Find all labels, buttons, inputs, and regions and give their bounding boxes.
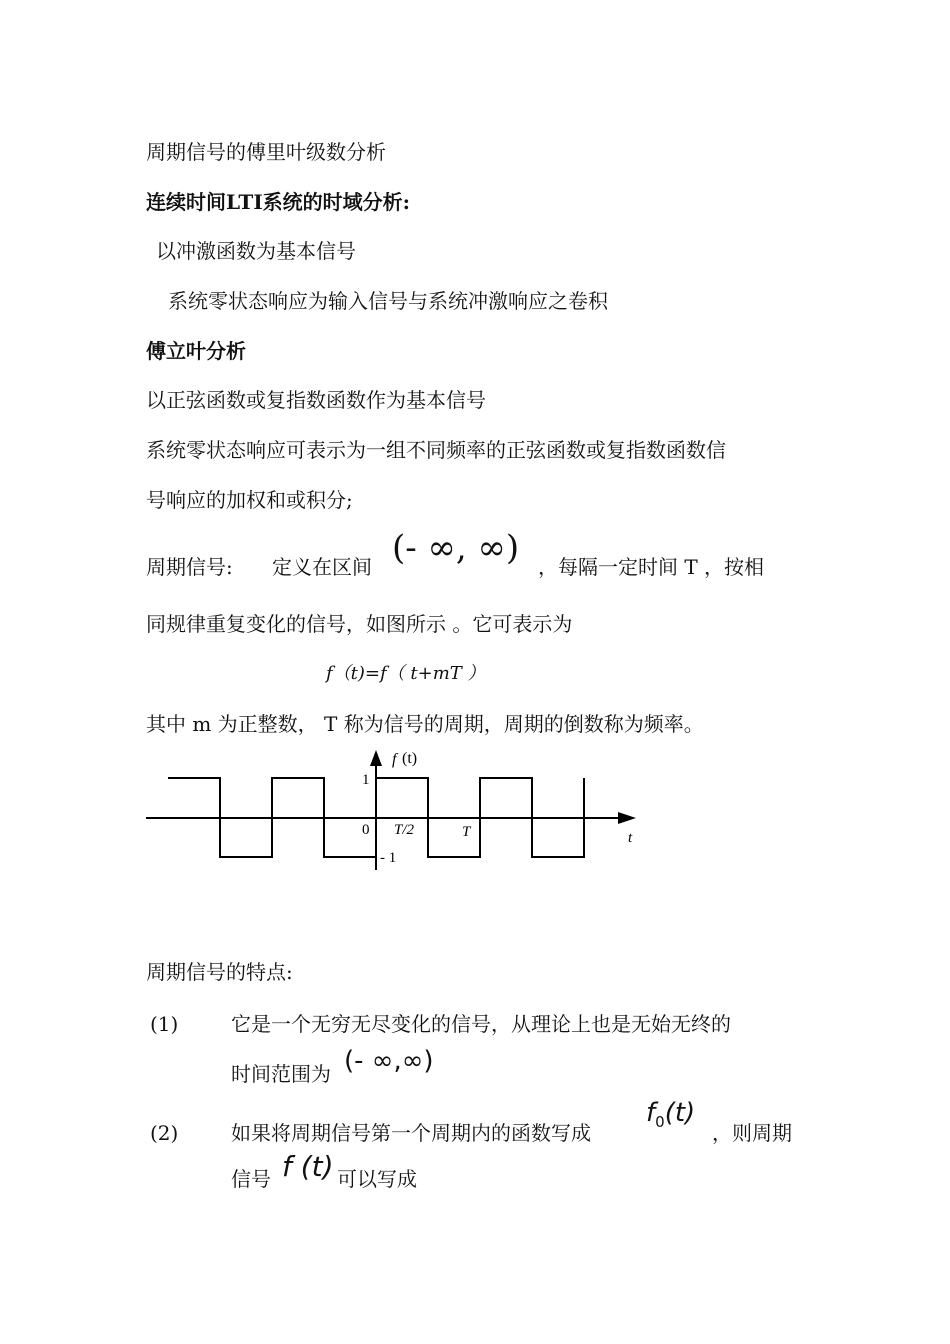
definition-note: 其中 m 为正整数， T 称为信号的周期，周期的倒数称为频率。	[146, 712, 704, 736]
item-2-text-d: 可以写成	[337, 1167, 417, 1191]
heading-time-domain: 连续时间LTI系统的时域分析:	[146, 190, 411, 214]
item-1-text-a: 它是一个无穷无尽变化的信号，从理论上也是无始无终的	[231, 1012, 731, 1036]
f0-math	[646, 1098, 695, 1131]
item-2-text-b: ，则周期	[712, 1121, 792, 1145]
item-2-number: (2)	[150, 1121, 179, 1145]
definition-text-1: 定义在区间	[272, 555, 372, 579]
y-axis-arrow	[370, 750, 382, 766]
item-1-number: (1)	[150, 1012, 179, 1036]
definition-label: 周期信号:	[146, 555, 233, 579]
features-title: 周期信号的特点:	[146, 960, 293, 984]
periodic-formula: f（t)=f（ t+mT ）	[326, 663, 486, 684]
definition-text-2: ，每隔一定时间 T ，按相	[538, 555, 765, 579]
definition-text-3: 同规律重复变化的信号，如图所示 。它可表示为	[146, 612, 573, 636]
time-domain-line-2: 系统零状态响应为输入信号与系统冲激响应之卷积	[168, 289, 608, 313]
item-2-text-c: 信号	[231, 1167, 271, 1191]
half-period-label: T/2	[394, 822, 415, 838]
time-domain-line-1: 以冲激函数为基本信号	[156, 239, 356, 263]
heading-fourier-analysis: 傅立叶分析	[146, 339, 246, 363]
f0-argument: (t)	[664, 1098, 696, 1128]
f0-subscript: 0	[655, 1113, 665, 1132]
tick-label-1: 1	[362, 772, 370, 788]
x-axis-arrow	[618, 812, 636, 824]
fourier-line-1: 以正弦函数或复指数函数作为基本信号	[146, 388, 486, 412]
item-1-interval-math: (- ∞,∞)	[344, 1046, 434, 1076]
interval-math: (- ∞, ∞)	[392, 528, 520, 568]
item-1-text-b: 时间范围为	[231, 1062, 331, 1086]
heading-fourier-series: 周期信号的傅里叶级数分析	[146, 140, 386, 164]
y-label-f: f	[392, 751, 397, 768]
f0-symbol: f	[646, 1098, 656, 1128]
origin-label: 0	[362, 822, 370, 838]
item-2-text-a: 如果将周期信号第一个周期内的函数写成	[231, 1121, 591, 1145]
fourier-line-2a: 系统零状态响应可表示为一组不同频率的正弦函数或复指数函数信	[146, 438, 726, 462]
fourier-line-2b: 号响应的加权和或积分;	[146, 488, 353, 512]
ft-math: f (t)	[282, 1150, 334, 1183]
period-label: T	[462, 824, 471, 840]
square-wave-figure	[140, 742, 650, 872]
tick-label-neg1: - 1	[380, 850, 397, 866]
y-label-t: (t)	[402, 750, 418, 767]
x-label-t: t	[628, 830, 633, 846]
